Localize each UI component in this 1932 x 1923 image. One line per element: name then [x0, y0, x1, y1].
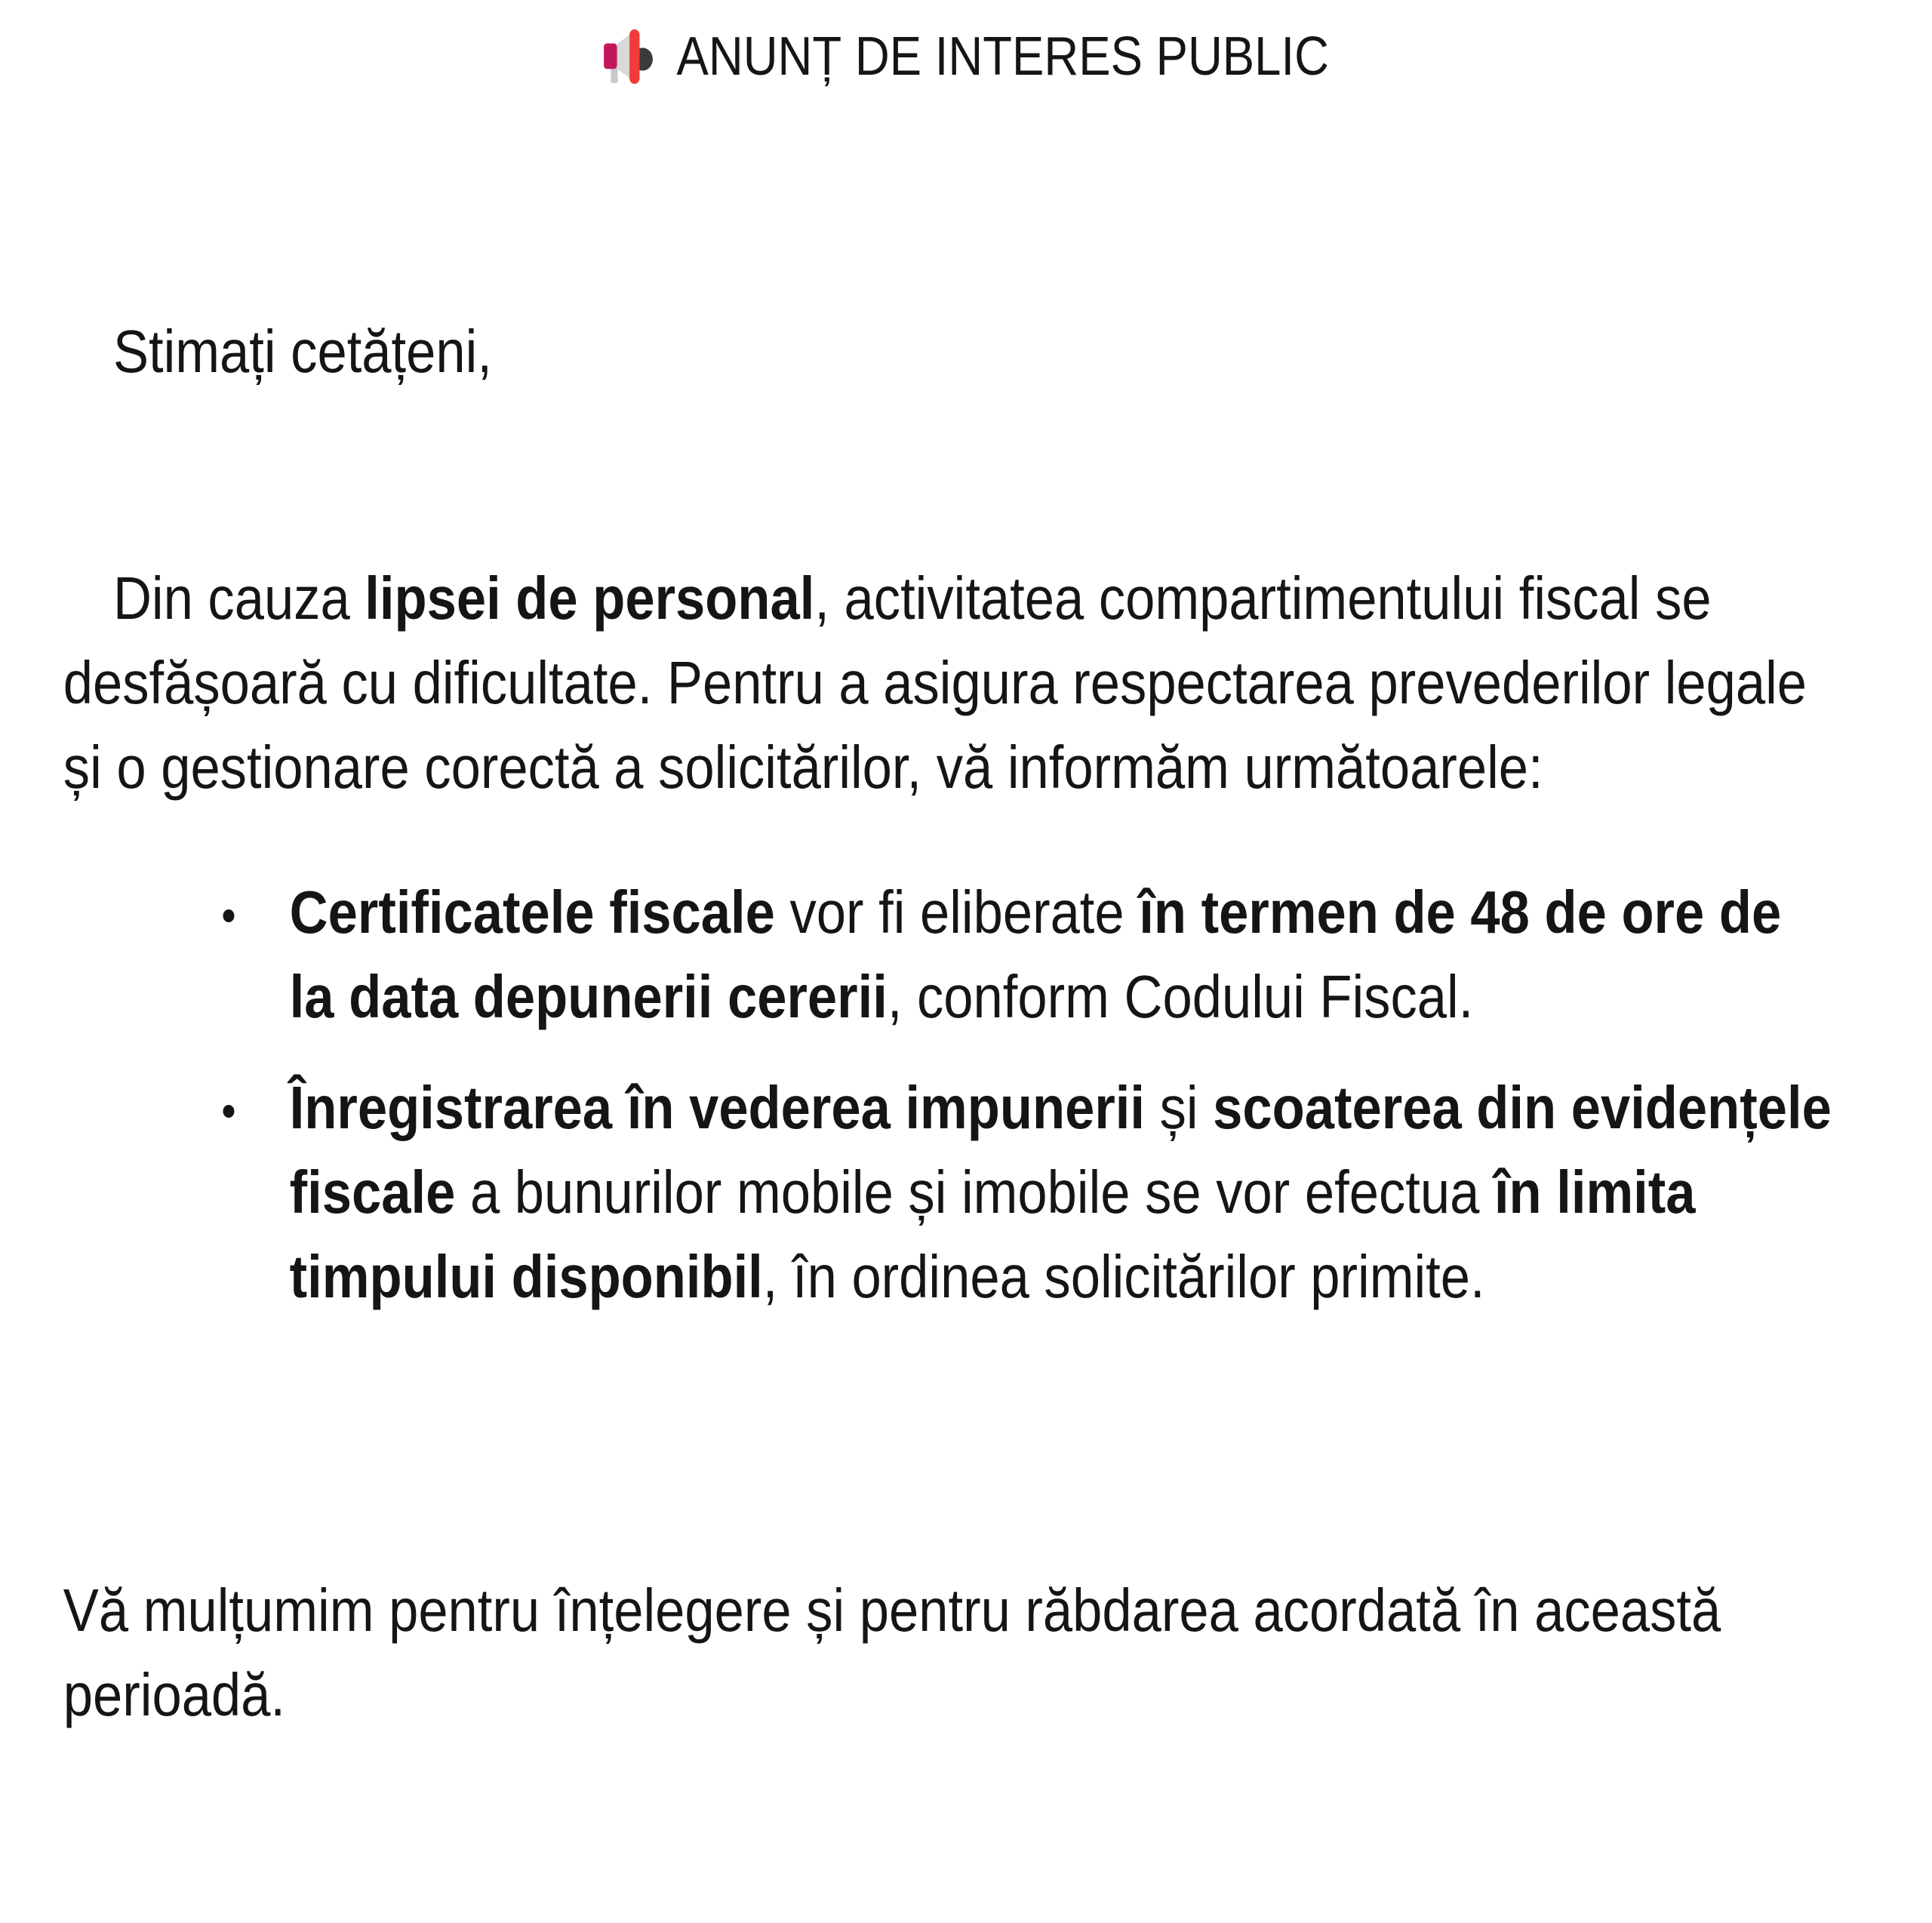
closing-text: Vă mulțumim pentru înțelegere și pentru răbdarea acordată în această perioadă.	[63, 1577, 1721, 1728]
bullet-segment-bold: în termen de 48 de ore de la data depunerii cererii	[289, 878, 1782, 1030]
intro-segment: Din cauza	[112, 565, 365, 632]
page-title-text: ANUNȚ DE INTERES PUBLIC	[676, 26, 1329, 87]
intro-paragraph	[63, 556, 1832, 810]
bullet-segment: vor fi eliberate	[774, 878, 1140, 946]
bullet-segment-bold: Înregistrarea în vederea impunerii	[289, 1074, 1146, 1141]
intro-segment: , activitatea compartimentului fiscal se desfășoară cu dificultate. Pentru a asigura respectarea prevederilor legale și o gestionare corectă a solicitărilor, vă informăm următoarele:	[63, 565, 1807, 801]
bullet-segment: , conform Codului Fiscal.	[887, 963, 1474, 1030]
bullet-segment: și	[1145, 1074, 1214, 1141]
bullet-segment-bold: în limita timpului disponibil	[289, 1158, 1696, 1310]
list-item-registration	[63, 1066, 1832, 1319]
greeting-text: Stimați cetățeni,	[112, 318, 492, 385]
page-title	[0, 23, 1932, 91]
announcement-list	[63, 870, 1832, 1319]
document-body	[0, 309, 1932, 1737]
bullet-segment: , în ordinea solicitărilor primite.	[762, 1243, 1485, 1310]
list-item-certificates	[63, 870, 1832, 1039]
megaphone-icon	[603, 25, 659, 88]
bullet-segment-bold: Certificatele fiscale	[289, 878, 775, 946]
intro-segment-bold: lipsei de personal	[365, 565, 815, 632]
bullet-segment: a bunurilor mobile și imobile se vor efectua	[455, 1158, 1494, 1226]
bullet-segment-bold: scoaterea din evidențele fiscale	[289, 1074, 1832, 1226]
